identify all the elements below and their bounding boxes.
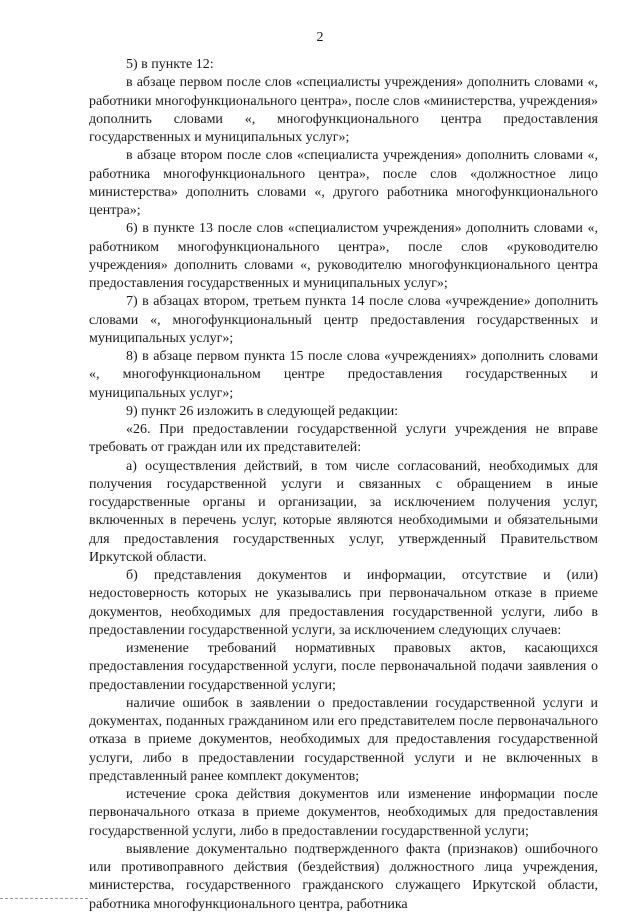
document-body <box>89 56 598 914</box>
paragraph-clause-26: «26. При предоставлении государственной услуги учреждения не вправе требовать от граждан или их представителей: <box>89 422 598 456</box>
paragraph-item-7: 7) в абзацах втором, третьем пункта 14 после слова «учреждение» дополнить словами «, многофункциональный центр предоставления государственных и муниципальных услуг»; <box>89 294 598 346</box>
paragraph-case-requirements-change: изменение требований нормативных правовых актов, касающихся предоставления государственной услуги, после первоначальной подачи заявления о предоставлении государственной услуги; <box>89 641 598 693</box>
paragraph-item-5-abzac-1: в абзаце первом после слов «специалисты учреждения» дополнить словами «, работники многофункционального центра», после слов «министерства, учреждения» дополнить словами «, многофункционального центра предоставления государственных и муниципальных услуг»; <box>89 75 598 145</box>
paragraph-clause-26-a: а) осуществления действий, в том числе согласований, необходимых для получения государственной услуги и связанных с обращением в иные государственные органы и организации, за исключением получения услуг, включенных в перечень услуг, которые являются необходимыми и обязательными для предоставления государственных услуг, утвержденный Правительством Иркутской области. <box>89 458 598 565</box>
paragraph-case-expiry: истечение срока действия документов или изменение информации после первоначального отказа в приеме документов, необходимых для предоставления государственной услуги, либо в предоставлении государственной услуги; <box>89 787 598 839</box>
paragraph-item-5: 5) в пункте 12: <box>126 57 214 72</box>
paragraph-item-6: 6) в пункте 13 после слов «специалистом учреждения» дополнить словами «, работником многофункционального центра», после слов «руководителю учреждения» дополнить словами «, руководителю многофункционального центра предоставления государственных и муниципальных услуг»; <box>89 221 598 291</box>
paragraph-item-8: 8) в абзаце первом пункта 15 после слова «учреждениях» дополнить словами «, многофункциональном центре предоставления государственных и муниципальных услуг»; <box>89 349 598 401</box>
paragraph-case-errors: наличие ошибок в заявлении о предоставлении государственной услуги и документах, поданных гражданином или его представителем после первоначального отказа в приеме документов, необходимых для предоставления государственной услуги, либо в предоставлении государственной услуги и не включенных в представленный ранее комплект документов; <box>89 695 598 784</box>
paragraph-item-9: 9) пункт 26 изложить в следующей редакции: <box>126 403 399 419</box>
paragraph-clause-26-b: б) представления документов и информации, отсутствие и (или) недостоверность которых не указывались при первоначальном отказе в приеме документов, необходимых для предоставления государственной услуги, либо в предоставлении государственной услуги, за исключением следующих случаев: <box>89 568 598 638</box>
footer-divider <box>0 898 88 899</box>
paragraph-item-5-abzac-2: в абзаце втором после слов «специалиста учреждения» дополнить словами «, работника многофункционального центра», после слов «должностное лицо министерства» дополнить словами «, другого работника многофункционального центра»; <box>89 148 598 218</box>
page-number: 2 <box>316 30 324 45</box>
paragraph-case-misconduct: выявление документально подтвержденного факта (признаков) ошибочного или противоправного действия (бездействия) должностного лица учреждения, министерства, государственного гражданского служащего Иркутской области, работника многофункционального центра, работника <box>89 841 598 912</box>
